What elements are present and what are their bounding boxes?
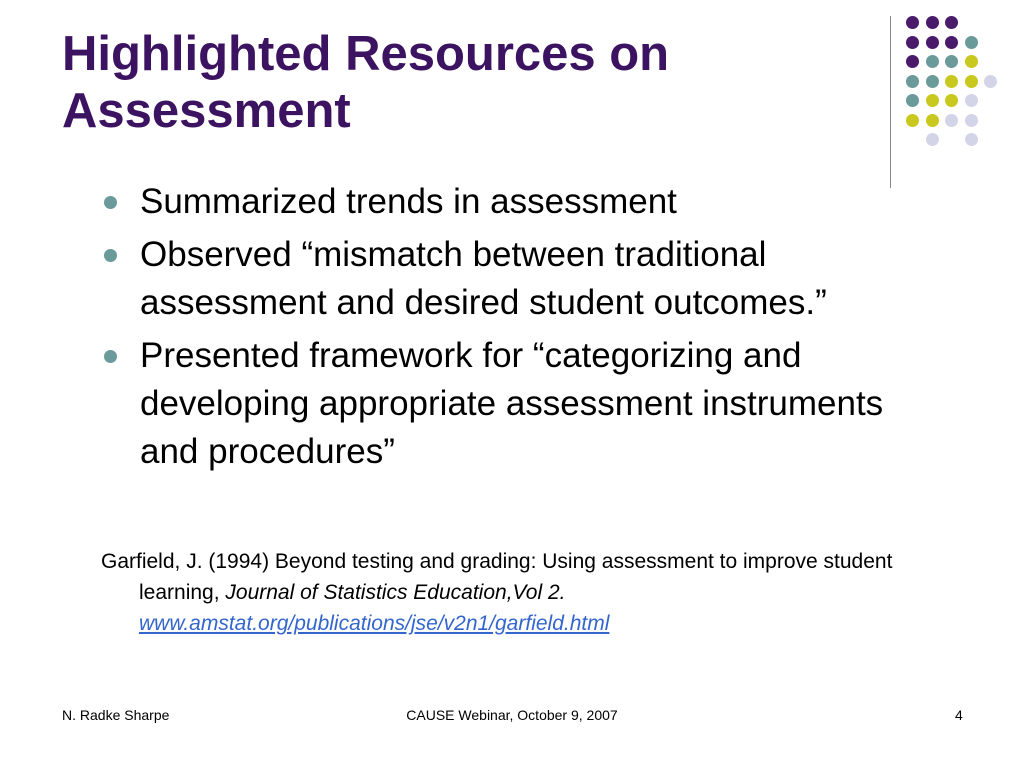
decorative-dot xyxy=(926,36,939,49)
bullet-text: Observed “mismatch between traditional assessment and desired student outcomes.” xyxy=(140,235,827,322)
decorative-dot xyxy=(906,16,919,29)
title-divider-line xyxy=(890,16,891,188)
decorative-dot xyxy=(926,75,939,88)
slide-title xyxy=(62,26,862,140)
decorative-dot xyxy=(906,94,919,107)
bullet-text: Presented framework for “categorizing and developing appropriate assessment instruments and procedures” xyxy=(140,336,884,471)
decorative-dot xyxy=(965,114,978,127)
citation-link[interactable]: www.amstat.org/publications/jse/v2n1/garfield.html xyxy=(139,612,610,635)
decorative-dot xyxy=(965,55,978,68)
decorative-dot xyxy=(906,114,919,127)
citation-text: Garfield, J. (1994) Beyond testing and grading: Using assessment to improve student learning, xyxy=(101,550,893,604)
bullet-dot-icon xyxy=(104,249,117,262)
decorative-dot xyxy=(906,36,919,49)
decorative-dot xyxy=(926,55,939,68)
slide-title-line-1: Highlighted Resources on xyxy=(62,27,670,81)
bullet-item xyxy=(100,231,930,327)
footer-event: CAUSE Webinar, October 9, 2007 xyxy=(406,707,618,723)
decorative-dot xyxy=(906,55,919,68)
decorative-dot xyxy=(945,75,958,88)
decorative-dot xyxy=(945,36,958,49)
decorative-dot xyxy=(965,36,978,49)
citation-journal: Journal of Statistics Education,Vol 2. xyxy=(225,581,566,604)
decorative-dot xyxy=(906,75,919,88)
decorative-dot xyxy=(984,75,997,88)
decorative-dot xyxy=(965,94,978,107)
bullet-list xyxy=(100,178,930,481)
bullet-item xyxy=(100,178,930,226)
decorative-dot xyxy=(926,16,939,29)
footer-page-number: 4 xyxy=(955,707,963,723)
decorative-dot xyxy=(965,75,978,88)
citation xyxy=(101,546,939,639)
decorative-dot xyxy=(926,133,939,146)
decorative-dot xyxy=(965,133,978,146)
bullet-dot-icon xyxy=(104,196,117,209)
bullet-item xyxy=(100,332,930,476)
bullet-text: Summarized trends in assessment xyxy=(140,182,677,221)
decorative-dot xyxy=(945,114,958,127)
decorative-dot xyxy=(926,94,939,107)
decorative-dot xyxy=(945,16,958,29)
slide-title-line-2: Assessment xyxy=(62,84,351,138)
footer-author: N. Radke Sharpe xyxy=(62,707,170,723)
bullet-dot-icon xyxy=(104,350,117,363)
decorative-dot xyxy=(945,55,958,68)
decorative-dot xyxy=(945,94,958,107)
decorative-dot xyxy=(926,114,939,127)
